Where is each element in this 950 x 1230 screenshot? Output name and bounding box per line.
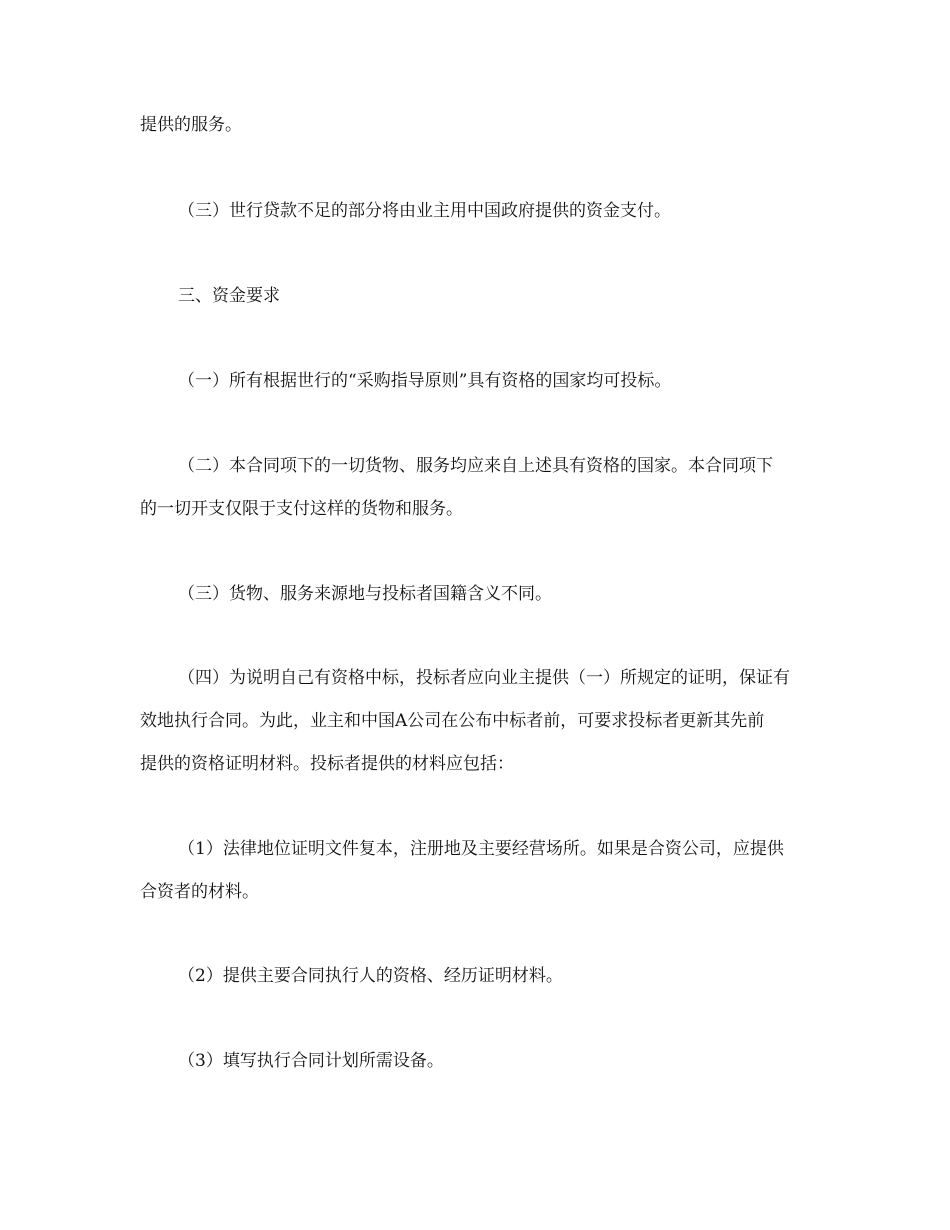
paragraph-eligible-countries bbox=[140, 360, 820, 403]
paragraph-origin-vs-nationality bbox=[140, 573, 820, 616]
text-line: （3）填写执行合同计划所需设备。 bbox=[178, 1051, 444, 1071]
text-line: 的一切开支仅限于支付这样的货物和服务。 bbox=[140, 499, 463, 519]
text-line: （四）为说明自己有资格中标，投标者应向业主提供（一）所规定的证明，保证有 bbox=[178, 668, 790, 688]
text-line: 效地执行合同。为此，业主和中国A公司在公布中标者前，可要求投标者更新其先前 bbox=[140, 711, 765, 731]
text-line: 提供的服务。 bbox=[140, 115, 242, 135]
paragraph-continuation bbox=[140, 104, 820, 147]
section-heading-funding bbox=[140, 275, 820, 318]
text-line: （二）本合同项下的一切货物、服务均应来自上述具有资格的国家。本合同项下 bbox=[178, 456, 773, 476]
text-line: 提供的资格证明材料。投标者提供的材料应包括： bbox=[140, 754, 514, 774]
text-line: （三）世行贷款不足的部分将由业主用中国政府提供的资金支付。 bbox=[178, 201, 671, 221]
text-line: （2）提供主要合同执行人的资格、经历证明材料。 bbox=[178, 966, 563, 986]
text-line: 合资者的材料。 bbox=[140, 882, 259, 902]
text-line: （一）所有根据世行的“采购指导原则”具有资格的国家均可投标。 bbox=[178, 371, 672, 391]
paragraph-loan-shortfall bbox=[140, 190, 820, 233]
paragraph-goods-origin bbox=[140, 445, 820, 531]
paragraph-item-2 bbox=[140, 955, 820, 998]
text-line: （1）法律地位证明文件复本，注册地及主要经营场所。如果是合资公司，应提供 bbox=[178, 839, 784, 859]
text-line: （三）货物、服务来源地与投标者国籍含义不同。 bbox=[178, 584, 552, 604]
paragraph-qualification-proof bbox=[140, 657, 820, 786]
paragraph-item-1 bbox=[140, 828, 820, 914]
paragraph-item-3 bbox=[140, 1040, 820, 1083]
text-line: 三、资金要求 bbox=[178, 286, 280, 306]
